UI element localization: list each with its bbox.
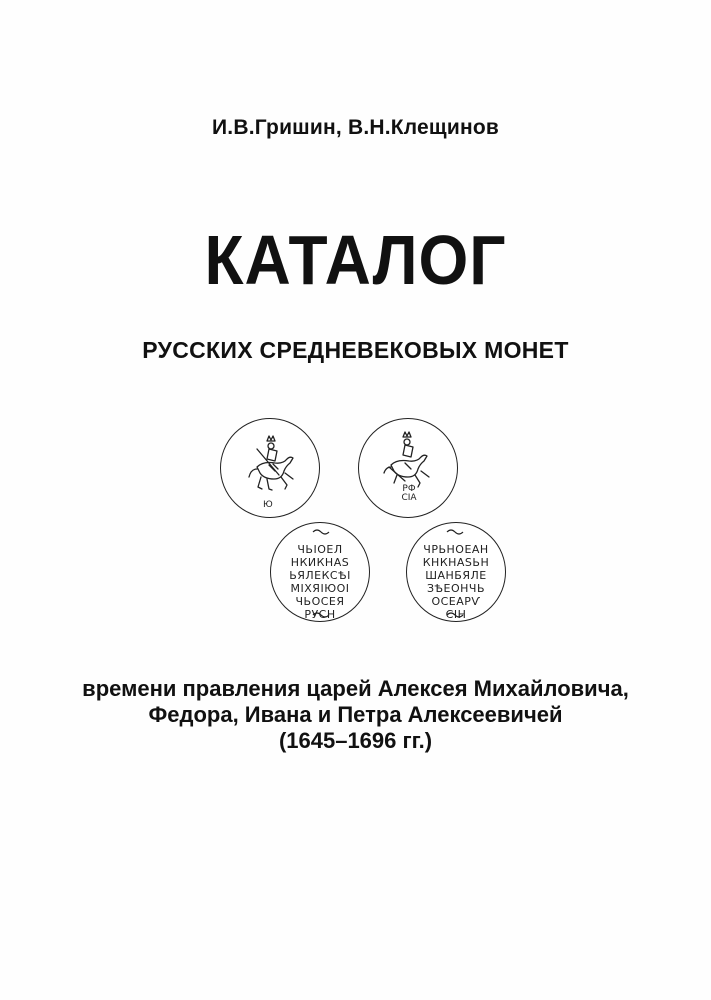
coin-obverse-1 [220, 418, 320, 518]
rider-icon [359, 419, 458, 518]
coin-reverse-1 [270, 522, 370, 622]
reign-period [0, 676, 711, 754]
coin-obverse-2 [358, 418, 458, 518]
authors: И.В.Гришин, В.Н.Клещинов [212, 116, 499, 139]
coin-mint-mark: Ю [263, 500, 273, 510]
coin-inscription-line: ЬЯЛЕКСѢІ [289, 569, 351, 582]
coin-inscription-line: НКИКНАS [290, 556, 350, 569]
coin-inscription [271, 543, 369, 621]
coin-inscription-line: РУСН [304, 608, 336, 621]
coin-mint-mark-line: РФ [402, 484, 416, 494]
coin-inscription-line: ЧРЬНОЕАН [423, 543, 489, 556]
coin-inscription-line: ЗѢЕОНЧЬ [427, 582, 485, 595]
reign-line-1: времени правления царей Алексея Михайловича, [82, 676, 629, 701]
coin-inscription [407, 543, 505, 621]
book-title: КАТАЛОГ [204, 221, 507, 299]
coin-mint-mark [399, 485, 419, 503]
coin-inscription-line: СІН [445, 608, 467, 621]
coin-inscription-line: КНКНАSЬН [422, 556, 490, 569]
coin-inscription-line: МІХЯІЮОІ [290, 582, 350, 595]
coin-inscription-line: ЧЬОСЕЯ [295, 595, 345, 608]
coin-inscription-line: ОСЕАРѴ [431, 595, 481, 608]
coin-inscription-line: ШАНБЯЛЕ [425, 569, 487, 582]
coin-inscription-line: ЧЬІОЕЛ [297, 543, 343, 556]
book-subtitle: РУССКИХ СРЕДНЕВЕКОВЫХ МОНЕТ [142, 337, 569, 363]
coin-reverse-2 [406, 522, 506, 622]
coin-mint-mark-line: СІА [401, 493, 417, 503]
reign-years: (1645–1696 гг.) [278, 728, 433, 753]
reign-line-2: Федора, Ивана и Петра Алексеевичей [148, 702, 563, 727]
